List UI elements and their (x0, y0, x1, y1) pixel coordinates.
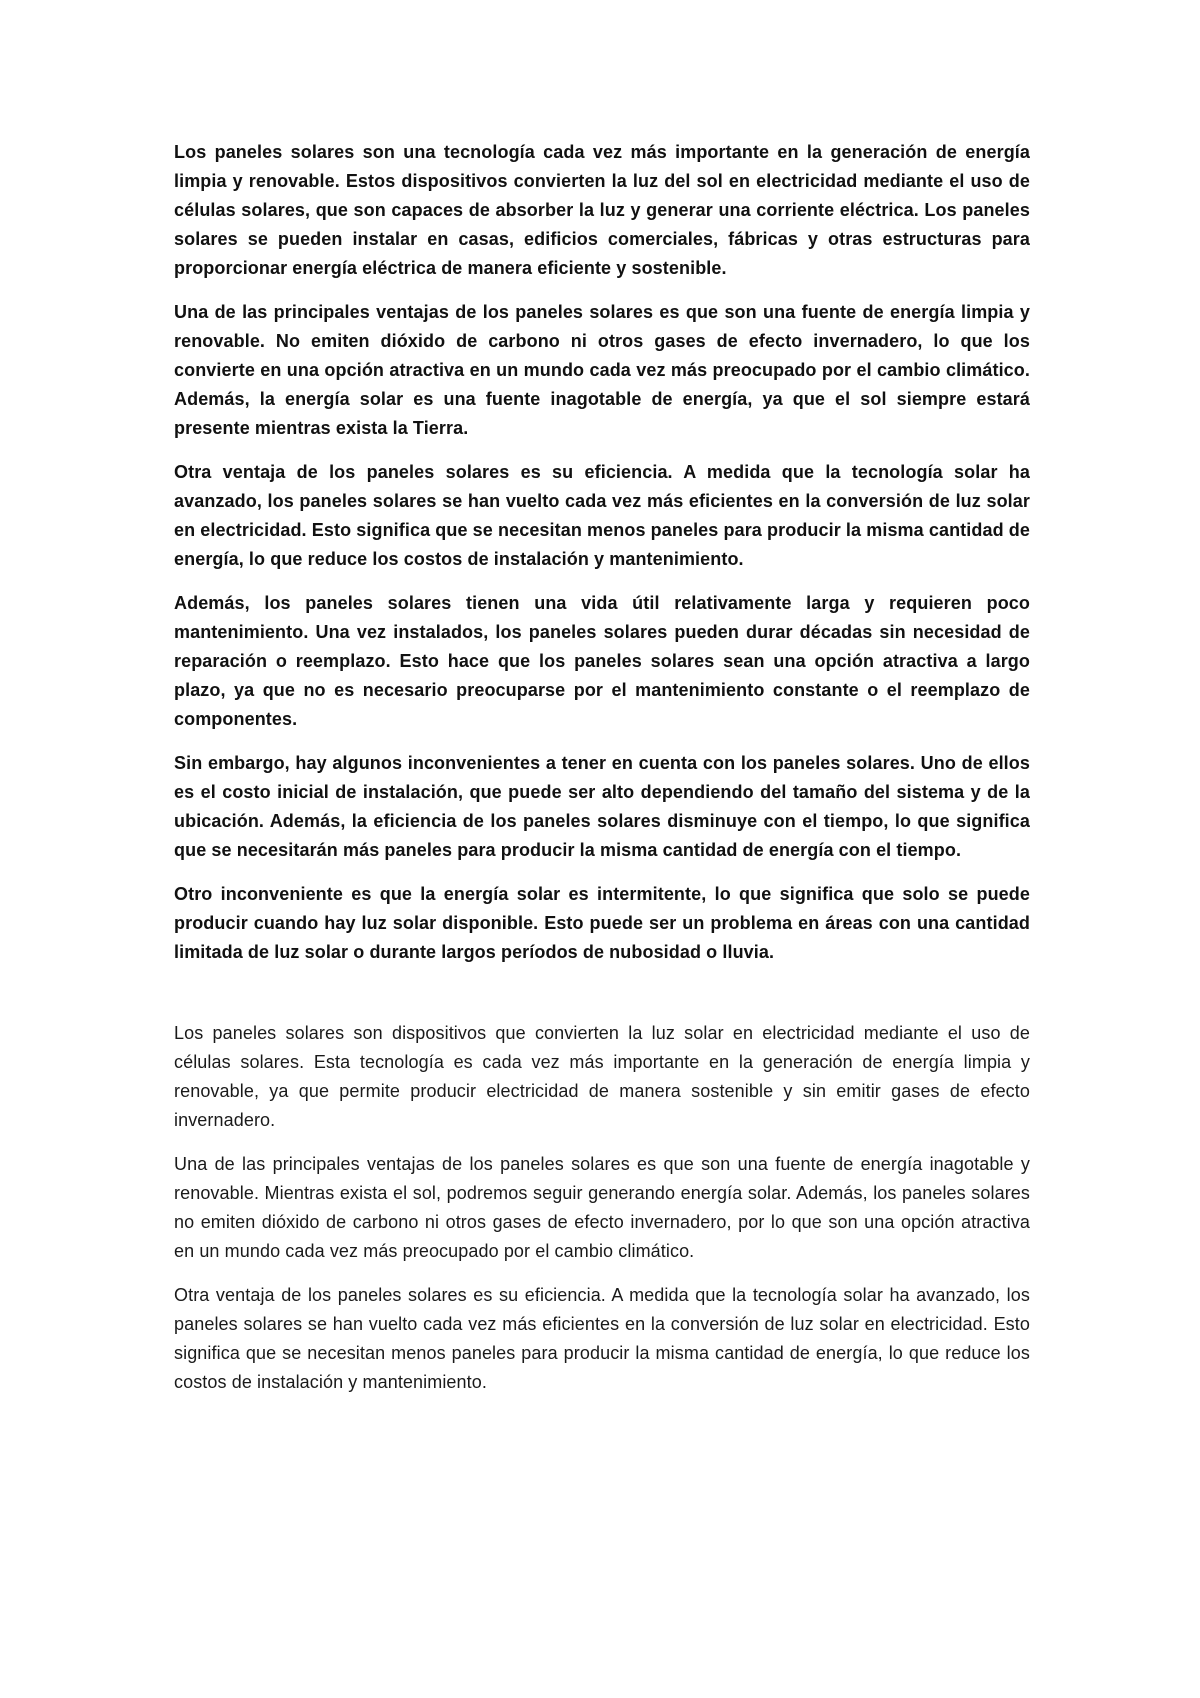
paragraph: Además, los paneles solares tienen una vida útil relativamente larga y requieren poco mantenimiento. Una vez instalados, los paneles solares pueden durar décadas sin necesidad de reparación o reemplazo. Esto hace que los paneles solares sean una opción atractiva a largo plazo, ya que no es necesario preocuparse por el mantenimiento constante o el reemplazo de componentes. (174, 593, 1030, 729)
paragraph: Otra ventaja de los paneles solares es su eficiencia. A medida que la tecnología solar ha avanzado, los paneles solares se han vuelto cada vez más eficientes en la conversión de luz solar en electricidad. Esto significa que se necesitan menos paneles para producir la misma cantidad de energía, lo que reduce los costos de instalación y mantenimiento. (174, 1285, 1030, 1392)
paragraph: Los paneles solares son una tecnología cada vez más importante en la generación de energía limpia y renovable. Estos dispositivos convierten la luz del sol en electricidad mediante el uso de células solares, que son capaces de absorber la luz y generar una corriente eléctrica. Los paneles solares se pueden instalar en casas, edificios comerciales, fábricas y otras estructuras para proporcionar energía eléctrica de manera eficiente y sostenible. (174, 142, 1030, 278)
paragraph: Sin embargo, hay algunos inconvenientes a tener en cuenta con los paneles solares. Uno de ellos es el costo inicial de instalación, que puede ser alto dependiendo del tamaño del sistema y de la ubicación. Además, la eficiencia de los paneles solares disminuye con el tiempo, lo que significa que se necesitarán más paneles para producir la misma cantidad de energía con el tiempo. (174, 753, 1030, 860)
paragraph: Los paneles solares son dispositivos que convierten la luz solar en electricidad mediante el uso de células solares. Esta tecnología es cada vez más importante en la generación de energía limpia y renovable, ya que permite producir electricidad de manera sostenible y sin emitir gases de efecto invernadero. (174, 1023, 1030, 1130)
paragraph: Una de las principales ventajas de los paneles solares es que son una fuente de energía limpia y renovable. No emiten dióxido de carbono ni otros gases de efecto invernadero, lo que los convierte en una opción atractiva en un mundo cada vez más preocupado por el cambio climático. Además, la energía solar es una fuente inagotable de energía, ya que el sol siempre estará presente mientras exista la Tierra. (174, 302, 1030, 438)
bold-text-section (174, 138, 1030, 967)
paragraph: Otra ventaja de los paneles solares es su eficiencia. A medida que la tecnología solar ha avanzado, los paneles solares se han vuelto cada vez más eficientes en la conversión de luz solar en electricidad. Esto significa que se necesitan menos paneles para producir la misma cantidad de energía, lo que reduce los costos de instalación y mantenimiento. (174, 462, 1030, 569)
regular-text-section (174, 1019, 1030, 1397)
paragraph: Una de las principales ventajas de los paneles solares es que son una fuente de energía inagotable y renovable. Mientras exista el sol, podremos seguir generando energía solar. Además, los paneles solares no emiten dióxido de carbono ni otros gases de efecto invernadero, por lo que son una opción atractiva en un mundo cada vez más preocupado por el cambio climático. (174, 1154, 1030, 1261)
paragraph: Otro inconveniente es que la energía solar es intermitente, lo que significa que solo se puede producir cuando hay luz solar disponible. Esto puede ser un problema en áreas con una cantidad limitada de luz solar o durante largos períodos de nubosidad o lluvia. (174, 884, 1030, 962)
